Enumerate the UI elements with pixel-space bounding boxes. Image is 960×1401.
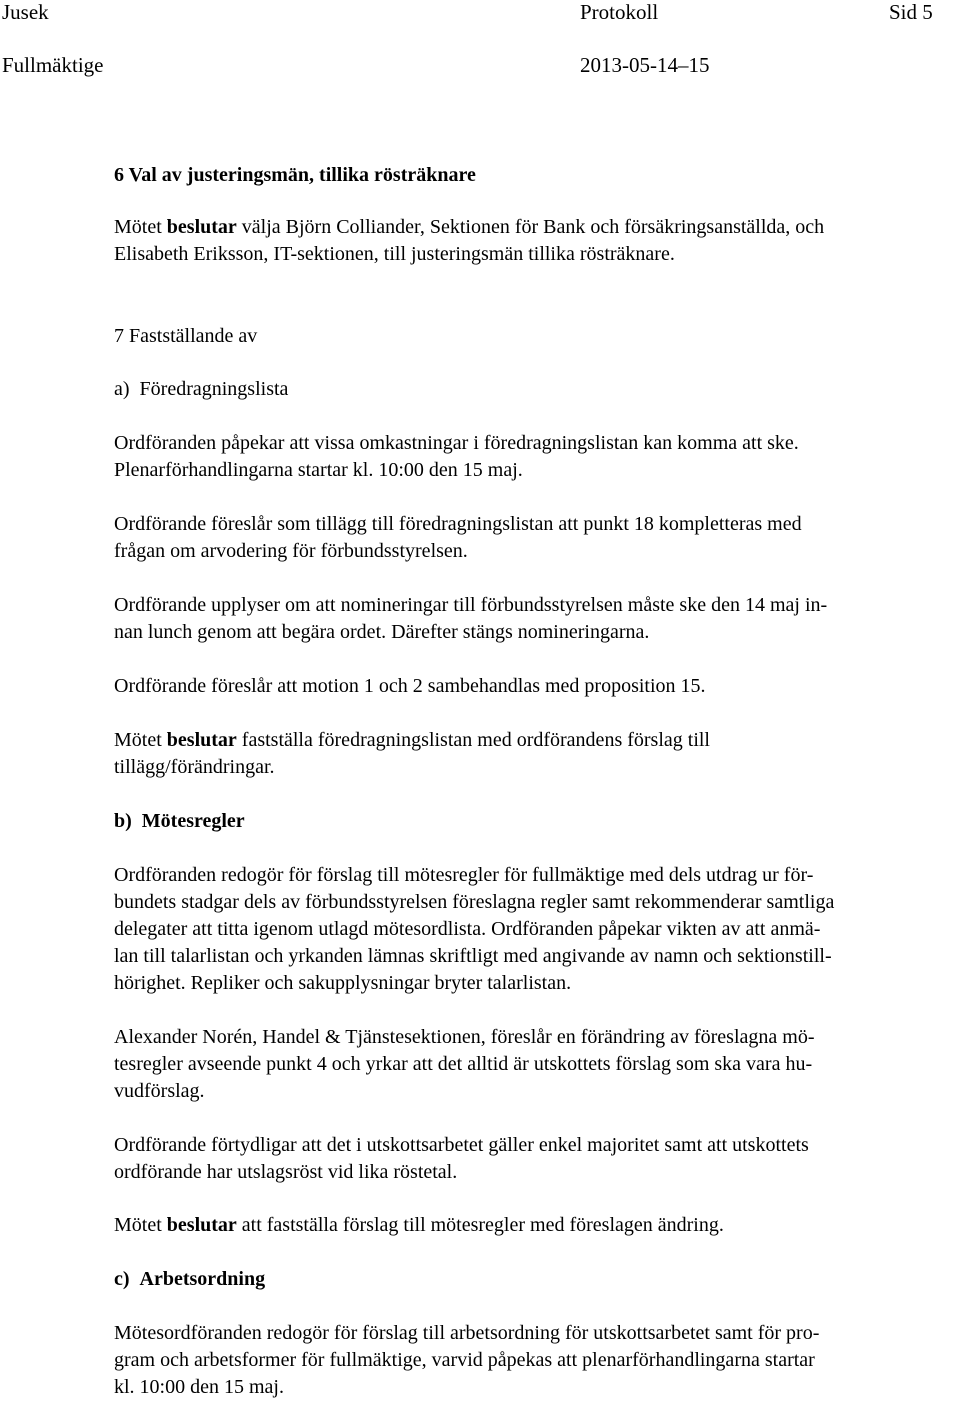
section-6-heading: 6 Val av justeringsmän, tillika rösträknare [114, 164, 476, 186]
decision-keyword: beslutar [166, 729, 237, 751]
section-7b-paragraph-2: Alexander Norén, Handel & Tjänstesektionen, föreslår en förändring av föreslagna mö- tesregler avseende punkt 4 och yrkar att det alltid är utskottets förslag som ska vara hu- vudförslag. [114, 1026, 815, 1102]
header-doc-type: Protokoll [580, 0, 659, 24]
section-7a-paragraph-1: Ordföranden påpekar att vissa omkastningar i föredragningslistan kan komma att ske. Plenarförhandlingarna startar kl. 10:00 den 15 maj. [114, 432, 799, 481]
section-7a-paragraph-5: Mötet beslutar fastställa föredragningslistan med ordförandens förslag till tillägg/förändringar. [114, 729, 710, 778]
section-7c-heading: c) Arbetsordning [114, 1268, 266, 1290]
decision-keyword: beslutar [166, 216, 237, 238]
section-7b-paragraph-1: Ordföranden redogör för förslag till mötesregler för fullmäktige med dels utdrag ur för- bundets stadgar dels av förbundsstyrelsen föreslagna regler samt rekommenderar samtliga delegater att titta igenom utlagd mötesordlista. Ordföranden påpekar vikten av att anmä- lan till talarlistan och yrkanden lämnas skriftligt med angivande av namn och sektionstill- hörighet. Repliker och sakupplysningar bryter talarlistan. [114, 864, 835, 994]
section-7a-paragraph-3: Ordförande upplyser om att nomineringar till förbundsstyrelsen måste ske den 14 maj in- nan lunch genom att begära ordet. Därefter stängs nomineringarna. [114, 594, 828, 643]
header-date: 2013-05-14–15 [580, 53, 710, 77]
header-meeting: Fullmäktige [2, 53, 104, 77]
section-7a-paragraph-4: Ordförande föreslår att motion 1 och 2 sambehandlas med proposition 15. [114, 675, 706, 697]
header-org: Jusek [2, 0, 49, 24]
decision-keyword: beslutar [166, 1214, 237, 1236]
section-7b-heading: b) Mötesregler [114, 810, 245, 832]
section-7-heading: 7 Fastställande av [114, 325, 258, 347]
section-7b-paragraph-4: Mötet beslutar att fastställa förslag till mötesregler med föreslagen ändring. [114, 1214, 724, 1236]
header-page-number: Sid 5 [889, 0, 933, 24]
section-7b-paragraph-3: Ordförande förtydligar att det i utskottsarbetet gäller enkel majoritet samt att utskottets ordförande har utslagsröst vid lika röstetal. [114, 1134, 809, 1183]
section-7a-heading: a) Föredragningslista [114, 378, 289, 400]
section-7a-paragraph-2: Ordförande föreslår som tillägg till föredragningslistan att punkt 18 kompletteras med frågan om arvodering för förbundsstyrelsen. [114, 513, 802, 562]
section-7c-paragraph-1: Mötesordföranden redogör för förslag till arbetsordning för utskottsarbetet samt för pro- gram och arbetsformer för fullmäktige, varvid påpekas att plenarförhandlingarna startar kl. 10:00 den 15 maj. [114, 1322, 820, 1398]
section-6-paragraph: Mötet beslutar välja Björn Colliander, Sektionen för Bank och försäkringsanställda, och Elisabeth Eriksson, IT-sektionen, till justeringsmän tillika rösträknare. [114, 216, 825, 265]
